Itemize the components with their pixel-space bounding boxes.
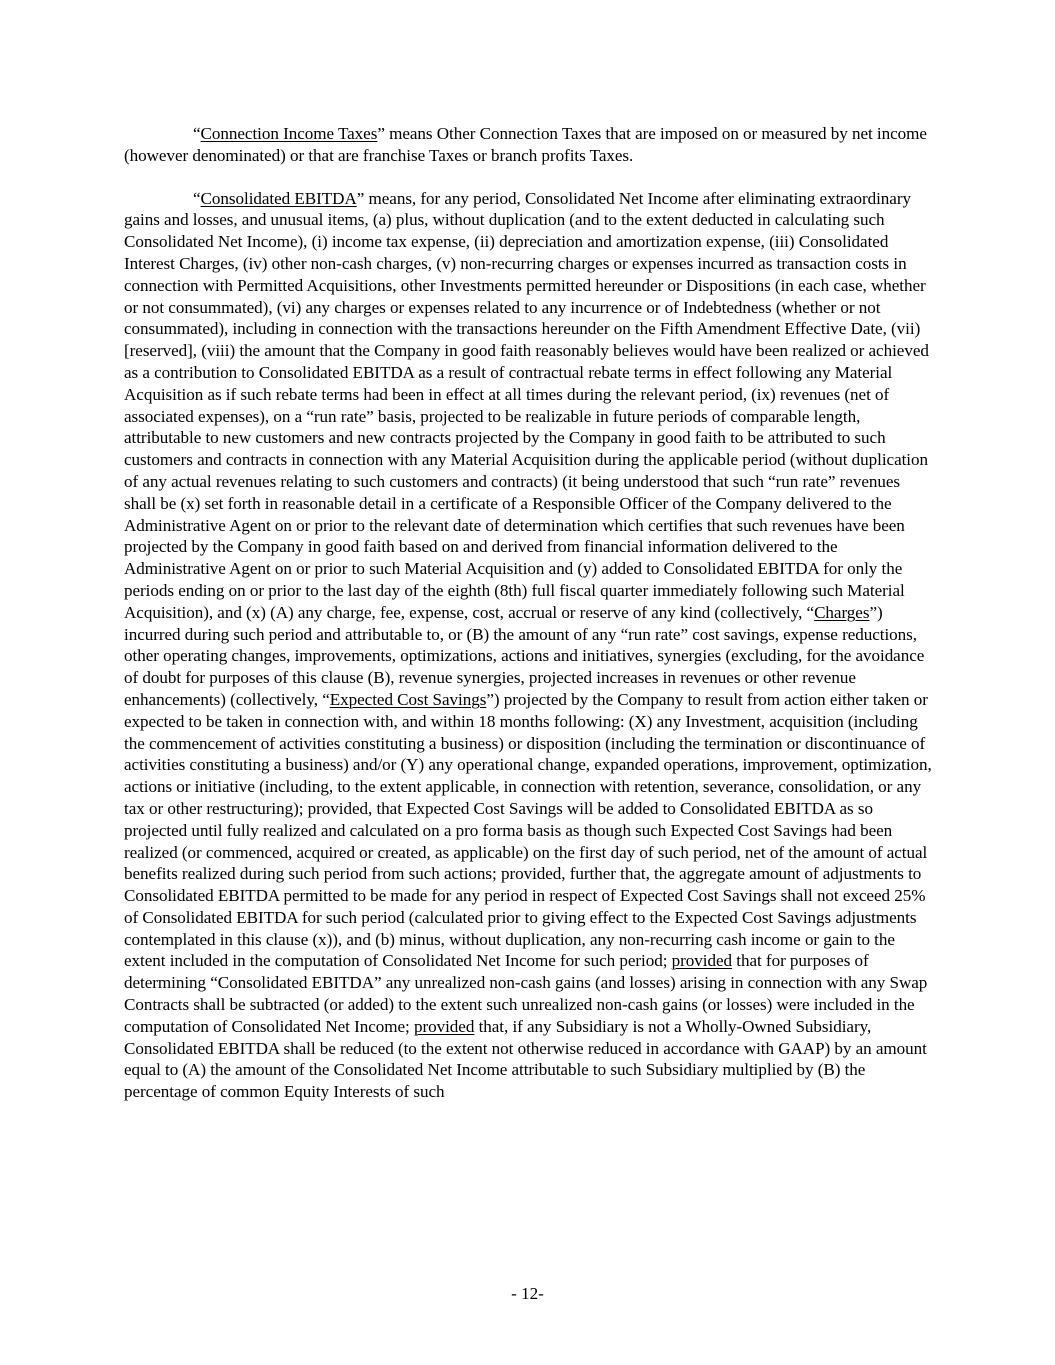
text-segment: that, if any Subsidiary is not a Wholly-Owned Subsidiary, Consolidated EBITDA shall be reduced (to the extent not otherwise reduced in accordance with GAAP) by an amount equal to (A) the amount of the Consolidated Net Income attributable to such Subsidiary multiplied by (B) the percentage of common Equity Interests of such: [124, 1016, 927, 1102]
text-segment: ”) projected by the Company to result from action either taken or expected to be taken in connection with, and within 18 months following: (X) any Investment, acquisition (including the commencement of activities constituting a business) or disposition (including the termination or discontinuance of activities constituting a business) and/or (Y) any operational change, expanded operations, improvement, optimization, actions or initiative (including, to the extent applicable, in connection with retention, severance, consolidation, or any tax or other restructuring); provided, that Expected Cost Savings will be added to Consolidated EBITDA as so projected until fully realized and calculated on a pro forma basis as though such Expected Cost Savings had been realized (or commenced, acquired or created, as applicable) on the first day of such period, net of the amount of actual benefits realized during such period from such actions; provided, further that, the aggregate amount of adjustments to Consolidated EBITDA permitted to be made for any period in respect of Expected Cost Savings shall not exceed 25% of Consolidated EBITDA for such period (calculated prior to giving effect to the Expected Cost Savings adjustments contemplated in this clause (x)), and (b) minus, without duplication, any non-recurring cash income or gain to the extent included in the computation of Consolidated Net Income for such period;: [124, 689, 932, 971]
text-segment: ” means, for any period, Consolidated Net Income after eliminating extraordinary gains and losses, and unusual items, (a) plus, without duplication (and to the extent deducted in calculating such Consolidated Net Income), (i) income tax expense, (ii) depreciation and amortization expense, (iii) Consolidated Interest Charges, (iv) other non-cash charges, (v) non-recurring charges or expenses incurred as transaction costs in connection with Permitted Acquisitions, other Investments permitted hereunder or Dispositions (in each case, whether or not consummated), (vi) any charges or expenses related to any incurrence or of Indebtedness (whether or not consummated), including in connection with the transactions hereunder on the Fifth Amendment Effective Date, (vii) [reserved], (viii) the amount that the Company in good faith reasonably believes would have been realized or achieved as a contribution to Consolidated EBITDA as a result of contractual rebate terms in effect following any Material Acquisition as if such rebate terms had been in effect at all times during the relevant period, (ix) revenues (net of associated expenses), on a “run rate” basis, projected to be realizable in future periods of comparable length, attributable to new customers and new contracts projected by the Company in good faith to be attributed to such customers and contracts in connection with any Material Acquisition during the applicable period (without duplication of any actual revenues relating to such customers and contracts) (it being understood that such “run rate” revenues shall be (x) set forth in reasonable detail in a certificate of a Responsible Officer of the Company delivered to the Administrative Agent on or prior to the relevant date of determination which certifies that such revenues have been projected by the Company in good faith based on and derived from financial information delivered to the Administrative Agent on or prior to such Material Acquisition and (y) added to Consolidated EBITDA for only the periods ending on or prior to the last day of the eighth (8th) full fiscal quarter immediately following such Material Acquisition), and (x) (A) any charge, fee, expense, cost, accrual or reserve of any kind (collectively, “: [124, 188, 929, 622]
proviso-provided: provided: [671, 951, 733, 971]
text-segment: ” means Other Connection Taxes that are imposed on or measured by net income (however denominated) or that are franchise Taxes or branch profits Taxes.: [124, 124, 927, 165]
defined-term-expected-cost-savings: Expected Cost Savings: [329, 689, 487, 709]
page-number: - 12-: [511, 1284, 544, 1303]
defined-term-charges: Charges: [814, 602, 870, 622]
proviso-provided: provided: [413, 1016, 475, 1036]
text-segment: “: [193, 188, 201, 208]
defined-term-connection-income-taxes: Connection Income Taxes: [200, 124, 378, 143]
text-segment: that for purposes of determining “Consolidated EBITDA” any unrealized non-cash gains (and losses) arising in connection with any Swap Contracts shall be subtracted (or added) to the extent such unrealized non-cash gains (or losses) were included in the computation of Consolidated Net Income;: [124, 951, 928, 1036]
text-segment: “: [193, 124, 201, 143]
definition-consolidated-ebitda: [124, 188, 934, 1103]
defined-term-consolidated-ebitda: Consolidated EBITDA: [200, 188, 357, 208]
document-body: [124, 123, 934, 1103]
text-segment: ”) incurred during such period and attributable to, or (B) the amount of any “run rate” cost savings, expense reductions, other operating changes, improvements, optimizations, actions and initiatives, synergies (excluding, for the avoidance of doubt for purposes of this clause (B), revenue synergies, projected increases in revenues or other revenue enhancements) (collectively, “: [124, 602, 925, 709]
definition-connection-income-taxes: [124, 123, 934, 167]
